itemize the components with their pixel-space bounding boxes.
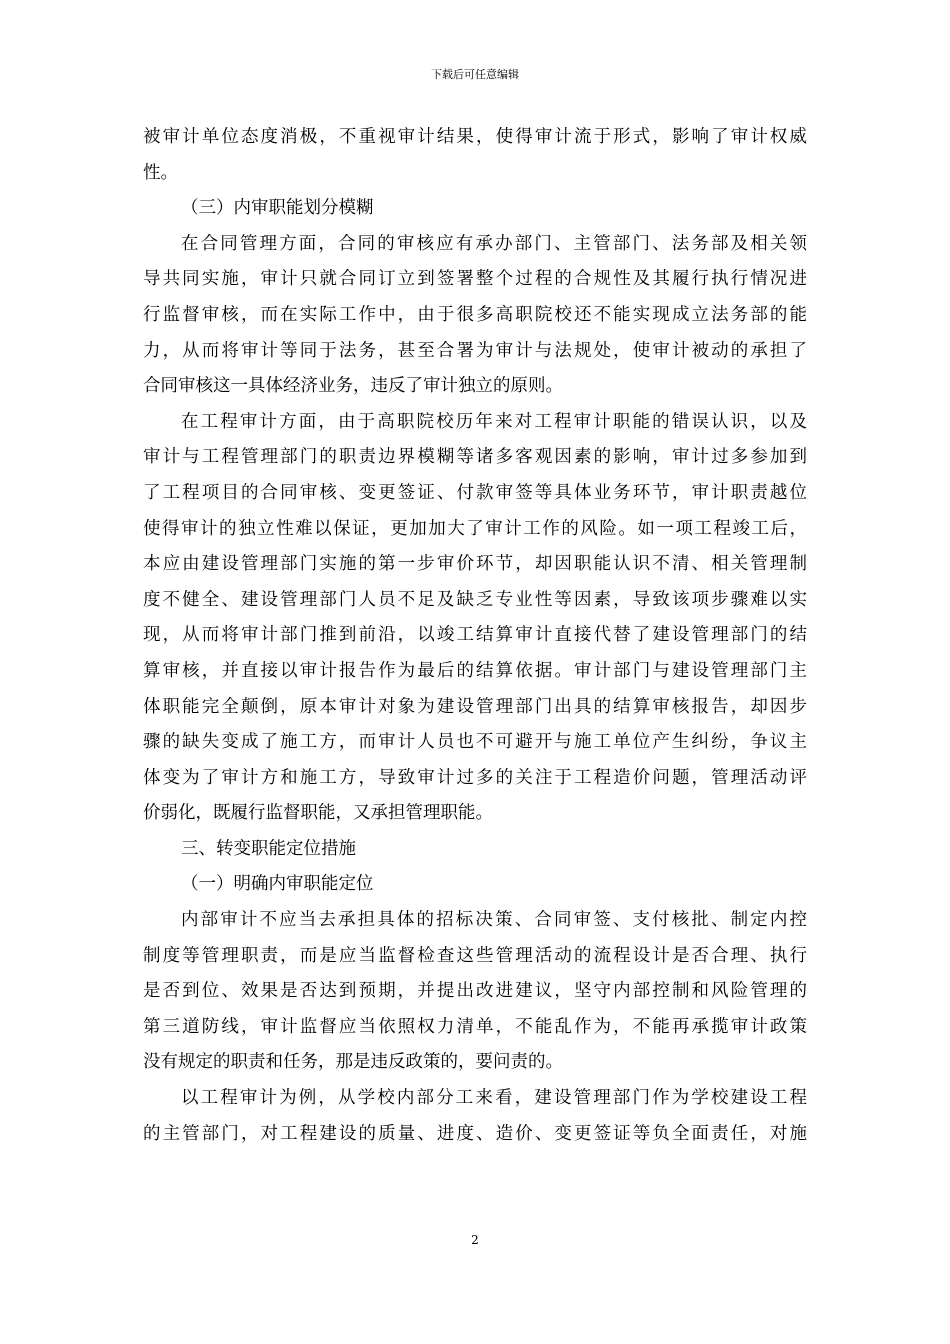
paragraph-last-line: 合同审核这一具体经济业务，违反了审计独立的原则。 bbox=[143, 376, 563, 397]
text-line: 体变为了审计方和施工方，导致审计过多的关注于工程造价问题，管理活动评 bbox=[143, 767, 807, 788]
section-heading: （三）内审职能划分模糊 bbox=[181, 198, 374, 219]
document-body bbox=[143, 120, 807, 1152]
text-line: 被审计单位态度消极，不重视审计结果，使得审计流于形式，影响了审计权威 bbox=[143, 127, 807, 147]
text-line: 力，从而将审计等同于法务，甚至合署为审计与法规处，使审计被动的承担了 bbox=[143, 340, 807, 361]
text-line: 骤的缺失变成了施工方，而审计人员也不可避开与施工单位产生纠纷，争议主 bbox=[143, 732, 807, 753]
section-heading: （一）明确内审职能定位 bbox=[181, 874, 374, 895]
text-line: 是否到位、效果是否达到预期，并提出改进建议，坚守内部控制和风险管理的 bbox=[143, 981, 807, 1002]
page-header-note: 下载后可任意编辑 bbox=[431, 68, 519, 81]
text-line: 使得审计的独立性难以保证，更加加大了审计工作的风险。如一项工程竣工后， bbox=[143, 518, 807, 539]
paragraph-first-line: 内部审计不应当去承担具体的招标决策、合同审签、支付核批、制定内控 bbox=[181, 910, 807, 931]
text-line: 导共同实施，审计只就合同订立到签署整个过程的合规性及其履行执行情况进 bbox=[143, 269, 807, 290]
text-line: 的主管部门，对工程建设的质量、进度、造价、变更签证等负全面责任，对施 bbox=[143, 1123, 807, 1144]
text-line: 行监督审核，而在实际工作中，由于很多高职院校还不能实现成立法务部的能 bbox=[143, 304, 807, 325]
text-line: 度不健全、建设管理部门人员不足及缺乏专业性等因素，导致该项步骤难以实 bbox=[143, 589, 807, 610]
paragraph-first-line: 在工程审计方面，由于高职院校历年来对工程审计职能的错误认识，以及 bbox=[181, 411, 807, 432]
text-line: 现，从而将审计部门推到前沿，以竣工结算审计直接代替了建设管理部门的结 bbox=[143, 625, 807, 646]
paragraph-last-line: 价弱化，既履行监督职能，又承担管理职能。 bbox=[143, 803, 493, 824]
text-line: 了工程项目的合同审核、变更签证、付款审签等具体业务环节，审计职责越位 bbox=[143, 482, 807, 503]
paragraph-first-line: 在合同管理方面，合同的审核应有承办部门、主管部门、法务部及相关领 bbox=[181, 233, 807, 254]
section-heading: 三、转变职能定位措施 bbox=[181, 838, 356, 859]
text-line: 本应由建设管理部门实施的第一步审价环节，却因职能认识不清、相关管理制 bbox=[143, 554, 807, 575]
paragraph-last-line: 没有规定的职责和任务，那是违反政策的，要问责的。 bbox=[143, 1052, 563, 1073]
text-line: 审计与工程管理部门的职责边界模糊等诸多客观因素的影响，审计过多参加到 bbox=[143, 447, 807, 468]
text-line: 体职能完全颠倒，原本审计对象为建设管理部门出具的结算审核报告，却因步 bbox=[143, 696, 807, 717]
paragraph-last-line: 性。 bbox=[143, 162, 178, 183]
text-line: 制度等管理职责，而是应当监督检查这些管理活动的流程设计是否合理、执行 bbox=[143, 945, 807, 966]
paragraph-first-line: 以工程审计为例，从学校内部分工来看，建设管理部门作为学校建设工程 bbox=[181, 1088, 807, 1109]
text-line: 算审核，并直接以审计报告作为最后的结算依据。审计部门与建设管理部门主 bbox=[143, 660, 807, 681]
text-line: 第三道防线，审计监督应当依照权力清单，不能乱作为，不能再承揽审计政策 bbox=[143, 1016, 807, 1037]
page-number: 2 bbox=[471, 1233, 479, 1247]
